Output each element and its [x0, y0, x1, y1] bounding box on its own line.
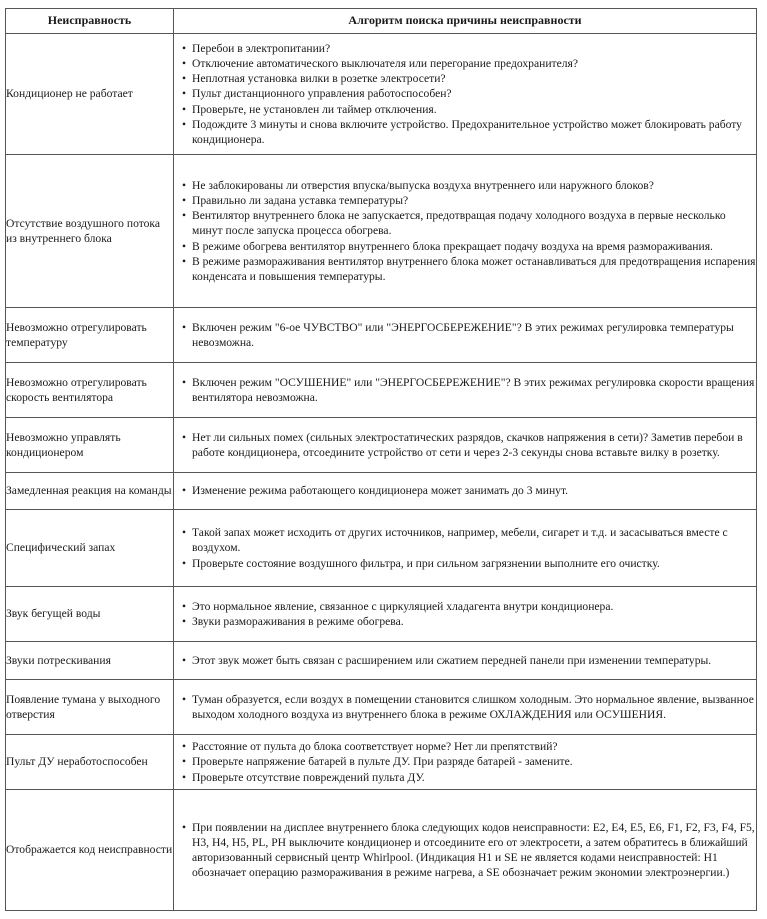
algorithm-cell: [174, 587, 757, 642]
bullet-list: [174, 483, 756, 498]
list-item: • Проверьте отсутствие повреждений пульта ДУ.: [174, 770, 756, 785]
table-row: [6, 363, 757, 418]
problem-cell: Невозможно отрегулировать температуру: [6, 308, 174, 363]
bullet-list: [174, 599, 756, 629]
table-row: [6, 308, 757, 363]
problem-cell: Невозможно управлять кондиционером: [6, 418, 174, 473]
list-item: • Звуки размораживания в режиме обогрева.: [174, 614, 756, 629]
table-header-row: [6, 9, 757, 34]
table-row: [6, 735, 757, 790]
list-item: • Расстояние от пульта до блока соответствует норме? Нет ли препятствий?: [174, 739, 756, 754]
table-row: [6, 587, 757, 642]
list-item: • Этот звук может быть связан с расширением или сжатием передней панели при изменении температуры.: [174, 653, 756, 668]
bullet-list: [174, 178, 756, 284]
algorithm-cell: [174, 642, 757, 680]
table-row: [6, 790, 757, 911]
problem-cell: Невозможно отрегулировать скорость вентилятора: [6, 363, 174, 418]
list-item: • Отключение автоматического выключателя или перегорание предохранителя?: [174, 56, 756, 71]
problem-cell: Замедленная реакция на команды: [6, 473, 174, 510]
list-item: • Включен режим "ОСУШЕНИЕ" или "ЭНЕРГОСБЕРЕЖЕНИЕ"? В этих режимах регулировка скорости вращения вентилятора невозможна.: [174, 375, 756, 405]
problem-cell: Отсутствие воздушного потока из внутреннего блока: [6, 155, 174, 308]
list-item: • Пульт дистанционного управления работоспособен?: [174, 86, 756, 101]
list-item: • Не заблокированы ли отверстия впуска/выпуска воздуха внутреннего или наружного блоков?: [174, 178, 756, 193]
list-item: • Подождите 3 минуты и снова включите устройство. Предохранительное устройство может блокировать работу кондиционера.: [174, 117, 756, 147]
algorithm-cell: [174, 155, 757, 308]
table-row: [6, 510, 757, 587]
table-row: [6, 473, 757, 510]
algorithm-cell: [174, 308, 757, 363]
bullet-list: [174, 739, 756, 785]
list-item: • Это нормальное явление, связанное с циркуляцией хладагента внутри кондиционера.: [174, 599, 756, 614]
list-item: • Нет ли сильных помех (сильных электростатических разрядов, скачков напряжения в сети)? Заметив перебои в работе кондиционера, отсоедините устройство от сети и через 2-3 секунды снова вставьте вилку в розетку.: [174, 430, 756, 460]
bullet-list: [174, 41, 756, 147]
list-item: • Такой запах может исходить от других источников, например, мебели, сигарет и т.д. и засасываться вместе с воздухом.: [174, 525, 756, 555]
column-header-algorithm: Алгоритм поиска причины неисправности: [174, 9, 757, 34]
problem-cell: Кондиционер не работает: [6, 34, 174, 155]
troubleshooting-page: [5, 8, 756, 911]
bullet-list: [174, 692, 756, 722]
bullet-list: [174, 820, 756, 881]
list-item: • Перебои в электропитании?: [174, 41, 756, 56]
algorithm-cell: [174, 735, 757, 790]
problem-cell: Звуки потрескивания: [6, 642, 174, 680]
problem-cell: Появление тумана у выходного отверстия: [6, 680, 174, 735]
bullet-list: [174, 375, 756, 405]
algorithm-cell: [174, 34, 757, 155]
table-row: [6, 418, 757, 473]
bullet-list: [174, 430, 756, 460]
algorithm-cell: [174, 510, 757, 587]
problem-cell: Отображается код неисправности: [6, 790, 174, 911]
list-item: • Изменение режима работающего кондиционера может занимать до 3 минут.: [174, 483, 756, 498]
list-item: • Включен режим "6-ое ЧУВСТВО" или "ЭНЕРГОСБЕРЕЖЕНИЕ"? В этих режимах регулировка температуры невозможна.: [174, 320, 756, 350]
list-item: • Правильно ли задана уставка температуры?: [174, 193, 756, 208]
algorithm-cell: [174, 473, 757, 510]
column-header-problem: Неисправность: [6, 9, 174, 34]
problem-cell: Пульт ДУ неработоспособен: [6, 735, 174, 790]
list-item: • При появлении на дисплее внутреннего блока следующих кодов неисправности: E2, E4, E5, E6, F1, F2, F3, F4, F5, H3, H4, H5, PL, PH выключите кондиционер и отсоедините его от электросети, а затем обратитесь в ближайший авторизованный сервисный центр Whirlpool. (Индикация H1 и SE не является кодами неисправностей: H1 обозначает операцию размораживания в режиме нагрева, а SE обозначает режим экономии электроэнергии.): [174, 820, 756, 881]
algorithm-cell: [174, 418, 757, 473]
list-item: • Проверьте напряжение батарей в пульте ДУ. При разряде батарей - замените.: [174, 754, 756, 769]
algorithm-cell: [174, 790, 757, 911]
algorithm-cell: [174, 680, 757, 735]
table-row: [6, 642, 757, 680]
list-item: • Проверьте состояние воздушного фильтра, и при сильном загрязнении выполните его очистку.: [174, 556, 756, 571]
algorithm-cell: [174, 363, 757, 418]
table-row: [6, 34, 757, 155]
table-row: [6, 680, 757, 735]
list-item: • Проверьте, не установлен ли таймер отключения.: [174, 102, 756, 117]
list-item: • Вентилятор внутреннего блока не запускается, предотвращая подачу холодного воздуха в первые несколько минут после запуска процесса обогрева.: [174, 208, 756, 238]
table-row: [6, 155, 757, 308]
troubleshooting-table: [5, 8, 757, 911]
bullet-list: [174, 525, 756, 571]
list-item: • Неплотная установка вилки в розетке электросети?: [174, 71, 756, 86]
list-item: • Туман образуется, если воздух в помещении становится слишком холодным. Это нормальное явление, вызванное выходом холодного воздуха из внутреннего блока в режиме ОХЛАЖДЕНИЯ или ОСУШЕНИЯ.: [174, 692, 756, 722]
problem-cell: Звук бегущей воды: [6, 587, 174, 642]
list-item: • В режиме размораживания вентилятор внутреннего блока может останавливаться для предотвращения испарения конденсата и повышения температуры.: [174, 254, 756, 284]
bullet-list: [174, 653, 756, 668]
bullet-list: [174, 320, 756, 350]
problem-cell: Специфический запах: [6, 510, 174, 587]
list-item: • В режиме обогрева вентилятор внутреннего блока прекращает подачу воздуха на время размораживания.: [174, 239, 756, 254]
